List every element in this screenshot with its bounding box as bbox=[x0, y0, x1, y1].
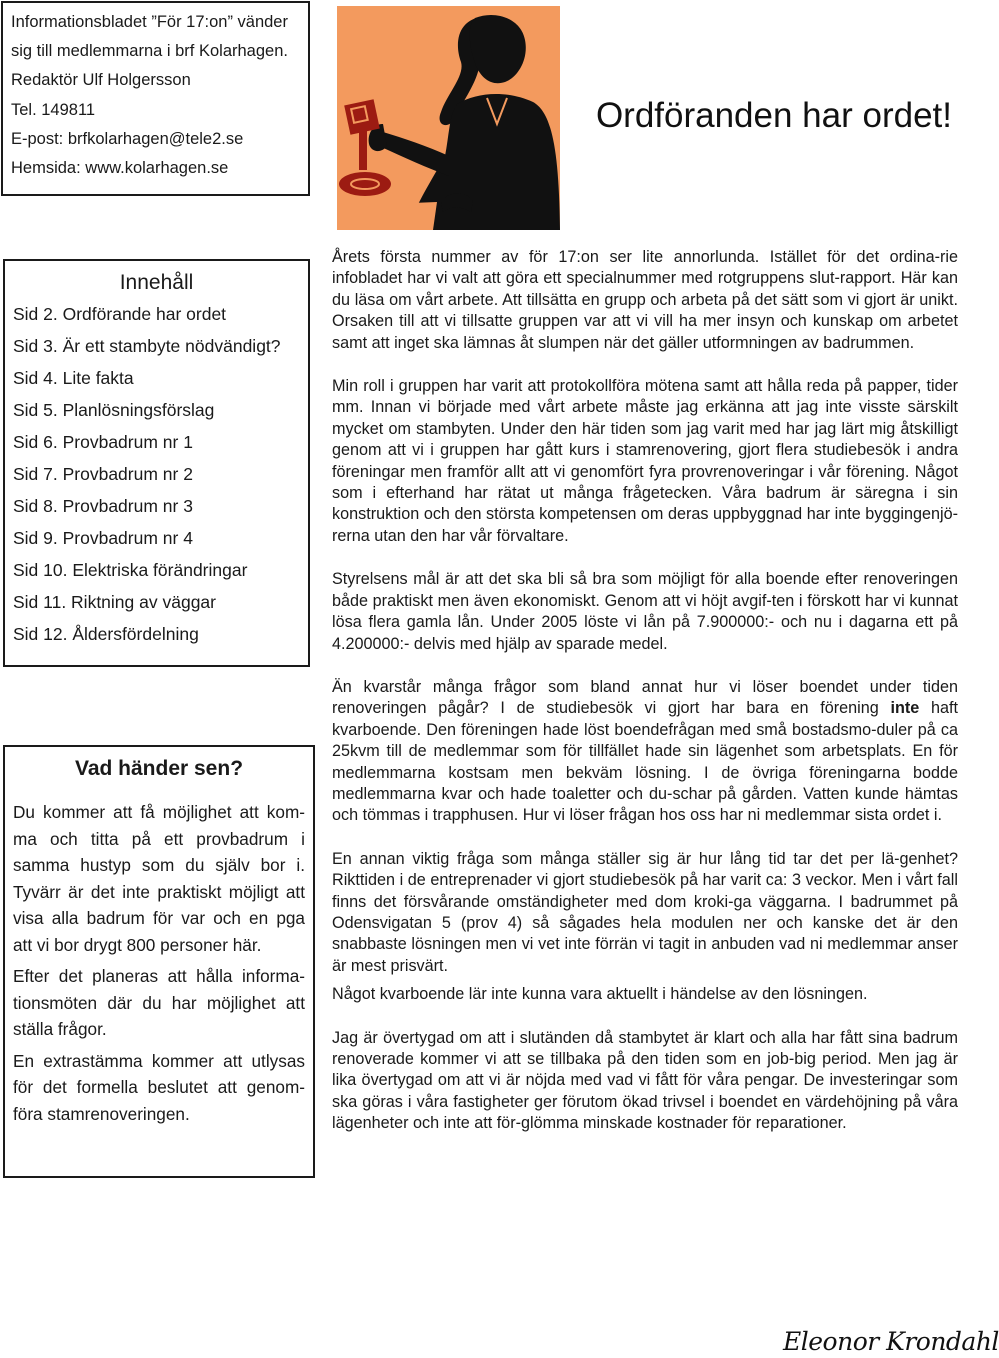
email-line: E-post: brfkolarhagen@tele2.se bbox=[11, 129, 244, 148]
signature: Eleonor Krondahl bbox=[783, 1327, 999, 1356]
stamp-handle bbox=[359, 130, 367, 170]
table-edge bbox=[337, 202, 437, 230]
toc-item: Sid 12. Åldersfördelning bbox=[13, 624, 199, 644]
website-line: Hemsida: www.kolarhagen.se bbox=[11, 159, 229, 178]
toc-title: Innehåll bbox=[119, 271, 194, 294]
stamp-block bbox=[344, 99, 380, 135]
info-line: Informationsbladet ”För 17:on” vänder bbox=[11, 13, 288, 31]
toc-item: Sid 10. Elektriska förändringar bbox=[13, 560, 248, 580]
article-paragraph: En annan viktig fråga som många ställer sig är hur lång tid tar det per lä-genhet? Rikttiden i de entreprenader vi gjort studiebesök på har varit ca: 3 veckor. Men i vårt fall finns det försvårande omständigheter med dom kroki-ga väggarna. I badrummet på Odensvigatan 5 (prov 4) så sågades hela modulen ner och kanske det är den snabbaste lösningen men vi vet inte förrän vi tagit in anbuden vad ni medlemmar anser är mest prisvärt. bbox=[332, 849, 958, 975]
toc-item: Sid 8. Provbadrum nr 3 bbox=[13, 496, 193, 516]
article-paragraph: Min roll i gruppen har varit att protokollföra mötena samt att hålla reda på papper, tider mm. Innan vi började med vårt arbete måste jag erkänna att jag inte visste särskilt mycket om stambyten. Under den här tiden som jag varit med har jag lärt mig åtskilligt genom att vi i gruppen har gått kurs i stamrenovering, gjort flera studiebesök i andra föreningar men framför allt att vi genomfört fyra provrenoveringar i vår förening. Något som i efterhand har rätat ut många frågetecken. Våra badrum är säregna i sin konstruktion och den största kompetensen om deras uppbyggnad har inte byggingenjö-rerna utan den har vår förvaltare. bbox=[332, 377, 958, 545]
news-paragraph: Efter det planeras att hålla informa-tionsmöten där du har möjlighet att ställa frågor. bbox=[13, 966, 305, 1039]
toc-item: Sid 6. Provbadrum nr 1 bbox=[13, 432, 193, 452]
toc-item: Sid 7. Provbadrum nr 2 bbox=[13, 464, 193, 484]
news-title: Vad händer sen? bbox=[74, 757, 244, 780]
article-paragraph: Jag är övertygad om att i slutänden då stambytet är klart och alla har fått sina badrum renoverade kommer vi att se tillbaka på den tiden som en job-big period. Men jag är lika övertygad om att vi är nöjda med vad vi fått för våra pengar. De investeringar som ska göras i våra fastigheter ger förutom ökad trivsel i boendet en värdehöjning på våra lägenheter och inte att för-glömma minskade kostnader för reparationer. bbox=[332, 1028, 958, 1133]
editor-line: Redaktör Ulf Holgersson bbox=[11, 71, 191, 90]
toc-item: Sid 9. Provbadrum nr 4 bbox=[13, 528, 193, 548]
table-of-contents bbox=[3, 259, 310, 667]
news-paragraph: En extrastämma kommer att utlysas för det formella beslutet att genom-föra stamrenoveringen. bbox=[13, 1050, 305, 1124]
article-paragraph: Styrelsens mål är att det ska bli så bra som möjligt för alla boende efter renoveringen både praktiskt men även ekonomiskt. Genom att vi höjt avgif-ten i förskott har vi kunnat lösa flera gamla lån. Under 2005 löste vi lån på 7.900000:- och nu i dagarna ett på 4.200000:- delvis med hjälp av sparade medel. bbox=[332, 570, 958, 653]
toc-item: Sid 11. Riktning av väggar bbox=[13, 592, 216, 612]
toc-item: Sid 5. Planlösningsförslag bbox=[13, 400, 215, 420]
emphasis-text: inte bbox=[890, 699, 920, 718]
article-paragraph: Årets första nummer av för 17:on ser lite annorlunda. Istället för det ordina-rie infobladet har vi valt att göra ett specialnummer med rotgruppens slut-rapport. Här kan du läsa om vårt arbete. Att tillsätta en grupp och arbeta på det sätt som vi gjort är unikt. Orsaken till att vi tillsatte gruppen var att vi vill ha mer insyn och kunskap om arbetet samt att inget ska lämnas åt slumpen när det gäller utformningen av badrummen. bbox=[332, 248, 958, 352]
news-paragraph: Du kommer att få möjlighet att kom-ma och titta på ett provbadrum i samma hustyp som du själv bor i. Tyvärr är det inte praktiskt möjligt att visa alla badrum för var och en pga att vi bor drygt 800 personer här. bbox=[13, 802, 305, 955]
toc-item: Sid 3. Är ett stambyte nödvändigt? bbox=[13, 336, 281, 356]
article-text: haft kvarboende. Den föreningen hade löst boendefrågan med små bostadsmo-duler på ca 25kvm till de medlemmar som för tillfället hade sin lägenhet som arbetsplats. En för medlemmarna kostsam men bekväm lösning. I de övriga föreningarna bodde medlemmarna kvar och hade toaletter och du-schar på gården. Vatten kunde hämtas och tömmas i trapphusen. Hur vi löser frågan hos oss har ni medlemmar sista ordet i. bbox=[332, 699, 959, 825]
article-paragraph bbox=[332, 677, 958, 827]
phone-line: Tel. 149811 bbox=[11, 100, 96, 119]
article-text: Än kvarstår många frågor som bland annat hur vi löser boendet under tiden renoveringen pågår? I de studiebesök vi gjort har bara en förening bbox=[332, 677, 958, 718]
stamp-base bbox=[339, 172, 391, 196]
page-headline: Ordföranden har ordet! bbox=[595, 96, 952, 135]
what-happens-next-box bbox=[3, 745, 315, 1178]
toc-item: Sid 4. Lite fakta bbox=[13, 368, 134, 388]
article-body bbox=[332, 247, 958, 1157]
info-box bbox=[1, 1, 310, 196]
chairwoman-illustration bbox=[337, 6, 560, 230]
toc-item: Sid 2. Ordförande har ordet bbox=[13, 304, 227, 324]
info-line: sig till medlemmarna i brf Kolarhagen. bbox=[11, 42, 288, 61]
article-paragraph: Något kvarboende lär inte kunna vara aktuellt i händelse av den lösningen. bbox=[332, 985, 868, 1004]
